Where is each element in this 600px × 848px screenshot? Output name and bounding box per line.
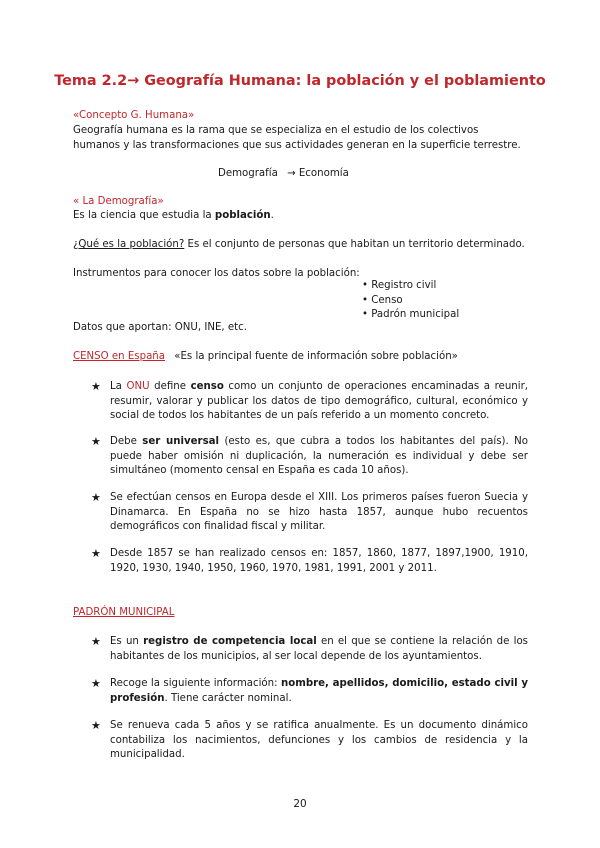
padron-heading: PADRÓN MUNICIPAL — [73, 607, 175, 618]
question-link: ¿Qué es la población? — [73, 239, 185, 250]
star-icon: ★ — [91, 491, 101, 504]
instruments-list — [362, 279, 459, 323]
censo-bullet-3: ★ Se efectúan censos en Europa desde el XIII. Los primeros países fueron Suecia y Dinamarca. En España no se hizo hasta 1857, aunque hubo recuentos demográficos con finalidad fiscal y militar. — [91, 491, 528, 533]
star-icon: ★ — [91, 547, 101, 560]
page-title: Tema 2.2→ Geografía Humana: la población y el poblamiento — [54, 73, 546, 89]
flow-line — [218, 167, 349, 182]
demografia-definition: Es la ciencia que estudia la población. — [73, 210, 274, 221]
arrow-icon: → — [287, 168, 296, 179]
star-icon: ★ — [91, 719, 101, 732]
list-item: • Padrón municipal — [362, 309, 460, 321]
censo-heading: CENSO en España — [73, 351, 166, 362]
page-number: 20 — [293, 798, 307, 810]
padron-bullet-1: ★ Es un registro de competencia local en el que se contiene la relación de los habitantes de los municipios, al ser local depende de los ayuntamientos. — [91, 635, 528, 662]
padron-bullet-2: ★ Recoge la siguiente información: nombre, apellidos, domicilio, estado civil y profesión. Tiene carácter nominal. — [91, 677, 528, 704]
censo-bullet-2: ★ Debe ser universal (esto es, que cubra a todos los habitantes del país). No puede haber omisión ni duplicación, la numeración es individual y debe ser simultáneo (momento censal en España es cada 10 años). — [91, 435, 528, 477]
flow-right: Economía — [298, 168, 349, 179]
censo-bullet-4: ★ Desde 1857 se han realizado censos en: 1857, 1860, 1877, 1897,1900, 1910, 1920, 1930, 1940, 1950, 1960, 1970, 1981, 1991, 2001 y 2011. — [91, 547, 528, 574]
list-item: • Registro civil — [362, 280, 437, 291]
poblacion-question: ¿Qué es la población? Es el conjunto de personas que habitan un territorio determinado. — [73, 239, 525, 250]
concepto-text: Geografía humana es la rama que se especializa en el estudio de los colectivos humanos y las transformaciones que sus actividades generan en la superficie terrestre. — [73, 125, 521, 151]
censo-quote: «Es la principal fuente de información sobre población» — [174, 351, 458, 362]
star-icon: ★ — [91, 380, 101, 393]
star-icon: ★ — [91, 435, 101, 448]
flow-left: Demografía — [218, 168, 278, 179]
censo-bullet-1: ★ La ONU define censo como un conjunto de operaciones encaminadas a reunir, resumir, valorar y publicar los datos de tipo demográfico, cultural, económico y social de todos los habitantes de un país referido a un momento concreto. — [91, 380, 528, 422]
censo-heading-line — [73, 350, 528, 365]
instruments-intro: Instrumentos para conocer los datos sobre la población: — [73, 268, 360, 279]
concepto-heading: «Concepto G. Humana» — [73, 110, 195, 121]
list-item: • Censo — [362, 294, 403, 306]
star-icon: ★ — [91, 677, 101, 690]
demografia-heading: « La Demografía» — [73, 196, 164, 207]
padron-bullet-3: ★ Se renueva cada 5 años y se ratifica anualmente. Es un documento dinámico contabiliza los nacimientos, defunciones y los cambios de residencia y la municipalidad. — [91, 719, 528, 761]
star-icon: ★ — [91, 635, 101, 648]
data-sources: Datos que aportan: ONU, INE, etc. — [73, 322, 247, 333]
